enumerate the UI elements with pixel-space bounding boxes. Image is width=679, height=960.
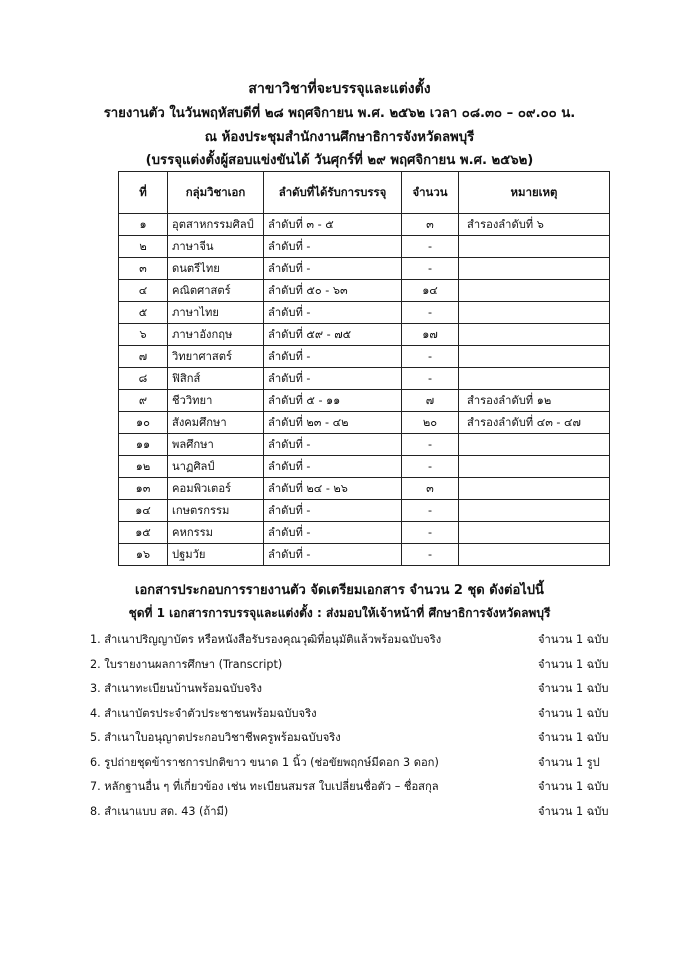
cell-rank: ลำดับที่ - [264, 434, 402, 456]
document-quantity: จำนวน 1 ฉบับ [538, 780, 609, 793]
cell-note: สำรองลำดับที่ ๔๓ - ๔๗ [459, 412, 610, 434]
list-item [90, 777, 620, 802]
cell-note [459, 302, 610, 324]
cell-count: - [402, 456, 459, 478]
cell-count: - [402, 302, 459, 324]
cell-subject: พลศึกษา [168, 434, 264, 456]
cell-subject: วิทยาศาสตร์ [168, 346, 264, 368]
cell-count: - [402, 346, 459, 368]
table-row [119, 500, 610, 522]
cell-rank: ลำดับที่ - [264, 258, 402, 280]
table-row [119, 258, 610, 280]
cell-no: ๑๐ [119, 412, 168, 434]
cell-subject: ปฐมวัย [168, 544, 264, 566]
table-row [119, 302, 610, 324]
cell-rank: ลำดับที่ ๕๙ - ๗๕ [264, 324, 402, 346]
cell-note [459, 478, 610, 500]
table-row [119, 368, 610, 390]
list-item [90, 728, 620, 753]
cell-no: ๑๑ [119, 434, 168, 456]
cell-note [459, 544, 610, 566]
cell-no: ๔ [119, 280, 168, 302]
cell-subject: เกษตรกรรม [168, 500, 264, 522]
cell-note [459, 258, 610, 280]
cell-rank: ลำดับที่ - [264, 544, 402, 566]
cell-note [459, 522, 610, 544]
venue-line: ณ ห้องประชุมสำนักงานศึกษาธิการจังหวัดลพบุรี [204, 130, 475, 145]
list-item [90, 753, 620, 778]
cell-rank: ลำดับที่ ๕ - ๑๑ [264, 390, 402, 412]
header-note: หมายเหตุ [459, 172, 610, 214]
cell-no: ๒ [119, 236, 168, 258]
document-quantity: จำนวน 1 ฉบับ [538, 804, 609, 818]
cell-note [459, 456, 610, 478]
document-quantity: จำนวน 1 ฉบับ [538, 731, 609, 744]
cell-no: ๗ [119, 346, 168, 368]
table-row [119, 214, 610, 236]
cell-no: ๑๖ [119, 544, 168, 566]
cell-subject: คหกรรม [168, 522, 264, 544]
table-row [119, 456, 610, 478]
cell-rank: ลำดับที่ - [264, 302, 402, 324]
cell-note [459, 346, 610, 368]
cell-subject: อุตสาหกรรมศิลป์ [168, 214, 264, 236]
cell-no: ๑๒ [119, 456, 168, 478]
cell-rank: ลำดับที่ ๓ - ๕ [264, 214, 402, 236]
header-subject: กลุ่มวิชาเอก [168, 172, 264, 214]
cell-subject: ชีววิทยา [168, 390, 264, 412]
list-item [90, 630, 620, 655]
page-title: สาขาวิชาที่จะบรรจุและแต่งตั้ง [248, 81, 431, 97]
table-row [119, 236, 610, 258]
document-quantity: จำนวน 1 ฉบับ [538, 682, 609, 695]
table-row [119, 324, 610, 346]
document-description: 1. สำเนาปริญญาบัตร หรือหนังสือรับรองคุณวุฒิที่อนุมัติแล้วพร้อมฉบับจริง [90, 633, 442, 646]
table-row [119, 280, 610, 302]
documents-title: เอกสารประกอบการรายงานตัว จัดเตรียมเอกสาร จำนวน 2 ชุด ดังต่อไปนี้ [135, 583, 544, 598]
report-date-line: รายงานตัว ในวันพฤหัสบดีที่ ๒๘ พฤศจิกายน พ.ศ. ๒๕๖๒ เวลา ๐๘.๓๐ – ๐๙.๐๐ น. [103, 106, 576, 121]
list-item [90, 704, 620, 729]
header-rank: ลำดับที่ได้รับการบรรจุ [264, 172, 402, 214]
header-no: ที่ [119, 172, 168, 214]
table-row [119, 434, 610, 456]
document-quantity: จำนวน 1 ฉบับ [538, 657, 609, 671]
cell-no: ๑ [119, 214, 168, 236]
document-description: 4. สำเนาบัตรประจำตัวประชาชนพร้อมฉบับจริง [90, 706, 317, 720]
cell-subject: ภาษาอังกฤษ [168, 324, 264, 346]
cell-subject: ภาษาจีน [168, 236, 264, 258]
cell-note: สำรองลำดับที่ ๑๒ [459, 390, 610, 412]
cell-rank: ลำดับที่ ๒๓ - ๔๒ [264, 412, 402, 434]
appointment-note-line: (บรรจุแต่งตั้งผู้สอบแข่งขันได้ วันศุกร์ที่ ๒๙ พฤศจิกายน พ.ศ. ๒๕๖๒) [145, 153, 534, 168]
cell-count: ๑๔ [402, 280, 459, 302]
header-count: จำนวน [402, 172, 459, 214]
document-description: 5. สำเนาใบอนุญาตประกอบวิชาชีพครูพร้อมฉบับจริง [90, 731, 341, 744]
table-row [119, 478, 610, 500]
cell-no: ๙ [119, 390, 168, 412]
cell-no: ๑๕ [119, 522, 168, 544]
table-row [119, 412, 610, 434]
table-row [119, 346, 610, 368]
subject-table [118, 171, 610, 566]
cell-subject: คณิตศาสตร์ [168, 280, 264, 302]
document-description: 3. สำเนาทะเบียนบ้านพร้อมฉบับจริง [90, 682, 262, 695]
cell-rank: ลำดับที่ ๒๔ - ๒๖ [264, 478, 402, 500]
document-quantity: จำนวน 1 ฉบับ [538, 706, 609, 720]
cell-count: ๒๐ [402, 412, 459, 434]
table-header-row [119, 172, 610, 214]
list-item [90, 655, 620, 680]
table-row [119, 390, 610, 412]
cell-note [459, 324, 610, 346]
documents-list [90, 630, 620, 826]
document-quantity: จำนวน 1 รูป [538, 755, 600, 769]
cell-count: - [402, 500, 459, 522]
cell-note [459, 500, 610, 522]
document-description: 6. รูปถ่ายชุดข้าราชการปกติขาว ขนาด 1 นิ้ว (ช่อขัยพฤกษ์มีดอก 3 ดอก) [90, 755, 439, 769]
cell-count: ๓ [402, 478, 459, 500]
cell-rank: ลำดับที่ - [264, 236, 402, 258]
cell-subject: ฟิสิกส์ [168, 368, 264, 390]
cell-count: - [402, 236, 459, 258]
cell-count: - [402, 434, 459, 456]
cell-rank: ลำดับที่ ๕๐ - ๖๓ [264, 280, 402, 302]
cell-note: สำรองลำดับที่ ๖ [459, 214, 610, 236]
cell-subject: คอมพิวเตอร์ [168, 478, 264, 500]
cell-subject: ภาษาไทย [168, 302, 264, 324]
cell-count: ๗ [402, 390, 459, 412]
cell-rank: ลำดับที่ - [264, 346, 402, 368]
cell-rank: ลำดับที่ - [264, 456, 402, 478]
cell-subject: ดนตรีไทย [168, 258, 264, 280]
table-row [119, 522, 610, 544]
cell-count: ๓ [402, 214, 459, 236]
cell-rank: ลำดับที่ - [264, 500, 402, 522]
cell-no: ๖ [119, 324, 168, 346]
cell-count: - [402, 544, 459, 566]
cell-rank: ลำดับที่ - [264, 522, 402, 544]
cell-no: ๑๓ [119, 478, 168, 500]
cell-count: - [402, 368, 459, 390]
cell-no: ๘ [119, 368, 168, 390]
table-row [119, 544, 610, 566]
cell-note [459, 434, 610, 456]
table-body [119, 214, 610, 566]
cell-subject: สังคมศึกษา [168, 412, 264, 434]
cell-rank: ลำดับที่ - [264, 368, 402, 390]
document-description: 8. สำเนาแบบ สด. 43 (ถ้ามี) [90, 804, 229, 818]
documents-subtitle: ชุดที่ 1 เอกสารการบรรจุและแต่งตั้ง : ส่งมอบให้เจ้าหน้าที่ ศึกษาธิการจังหวัดลพบุรี [128, 606, 551, 620]
cell-count: ๑๗ [402, 324, 459, 346]
cell-no: ๑๔ [119, 500, 168, 522]
cell-note [459, 236, 610, 258]
cell-count: - [402, 258, 459, 280]
document-description: 7. หลักฐานอื่น ๆ ที่เกี่ยวข้อง เช่น ทะเบียนสมรส ใบเปลี่ยนชื่อตัว – ชื่อสกุล [90, 780, 439, 793]
document-description: 2. ใบรายงานผลการศึกษา (Transcript) [90, 657, 283, 671]
cell-no: ๓ [119, 258, 168, 280]
list-item [90, 802, 620, 827]
document-quantity: จำนวน 1 ฉบับ [538, 633, 609, 646]
list-item [90, 679, 620, 704]
cell-note [459, 280, 610, 302]
cell-count: - [402, 522, 459, 544]
cell-subject: นาฏศิลป์ [168, 456, 264, 478]
cell-note [459, 368, 610, 390]
cell-no: ๕ [119, 302, 168, 324]
